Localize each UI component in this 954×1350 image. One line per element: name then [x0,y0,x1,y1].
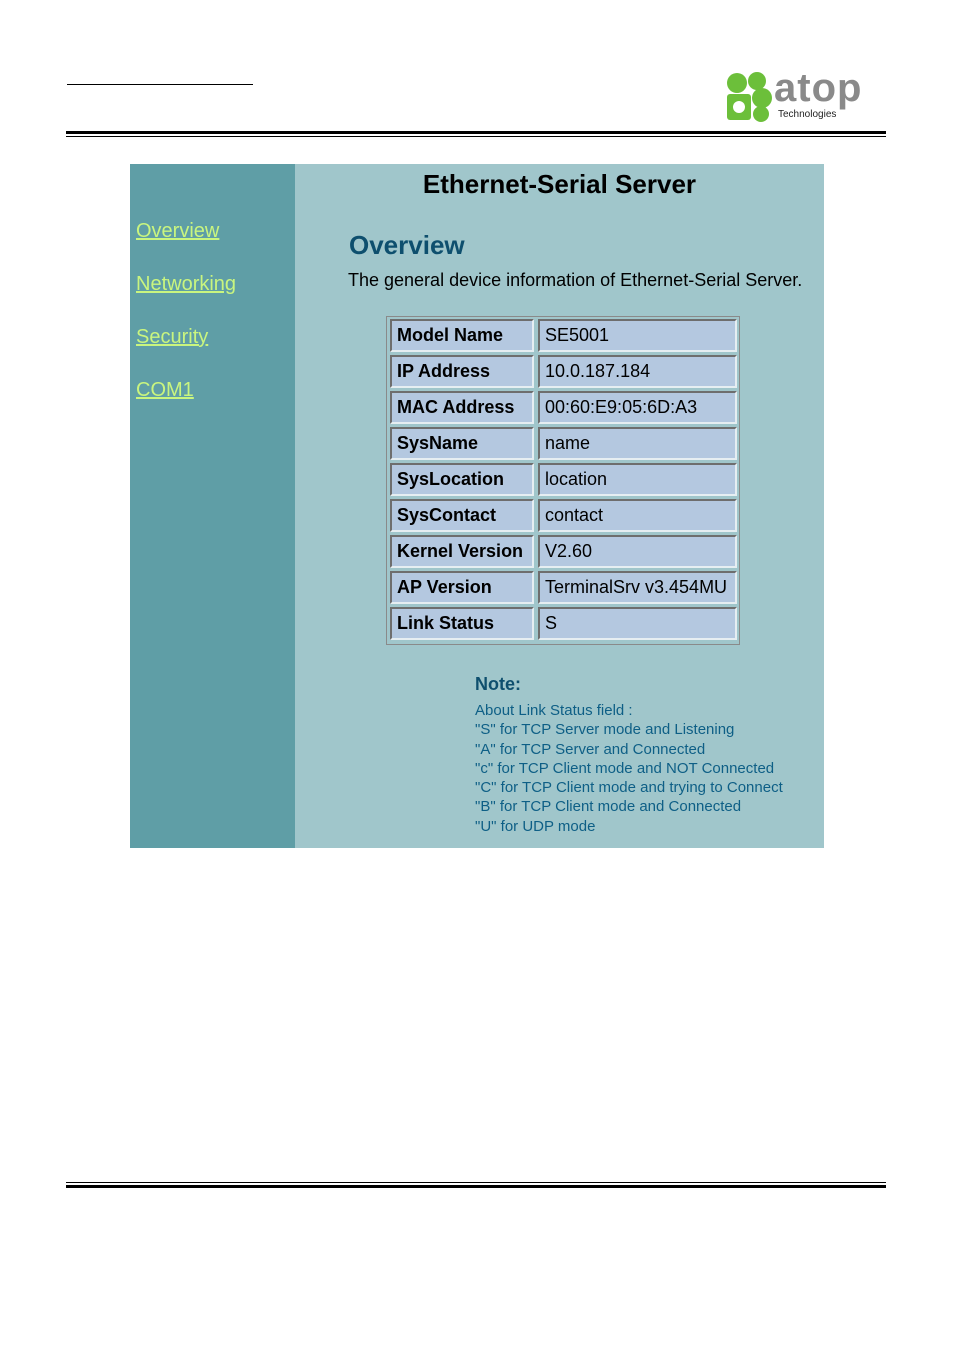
row-value: TerminalSrv v3.454MU [538,571,737,604]
section-title: Overview [349,230,465,260]
sidebar-item-networking[interactable]: Networking [136,273,237,295]
header-short-line [67,84,253,85]
table-row [390,319,736,352]
note-line: "C" for TCP Client mode and trying to Connect [475,779,783,797]
table-row [390,391,736,424]
sidebar [130,164,295,848]
note-title: Note: [475,674,521,694]
row-label: Model Name [390,319,534,352]
row-label: MAC Address [390,391,534,424]
row-label: Kernel Version [390,535,534,568]
note-body [475,701,783,836]
table-row [390,607,736,640]
sidebar-item-security[interactable]: Security [136,326,209,348]
row-label: Link Status [390,607,534,640]
note-line: "c" for TCP Client mode and NOT Connected [475,759,775,777]
table-row [390,463,736,496]
sidebar-item-com1[interactable]: COM1 [136,379,194,401]
sidebar-item-overview[interactable]: Overview [136,220,220,242]
web-ui-screenshot [130,164,824,848]
row-label: SysName [390,427,534,460]
row-label: SysContact [390,499,534,532]
row-label: AP Version [390,571,534,604]
section-description: The general device information of Ethernet-Serial Server. [348,270,803,290]
row-label: SysLocation [390,463,534,496]
logo-subtext: Technologies [778,109,837,120]
row-label: IP Address [390,355,534,388]
row-value: 00:60:E9:05:6D:A3 [538,391,737,424]
note-line: "U" for UDP mode [475,817,596,835]
device-info-table [386,316,740,645]
note-line: "S" for TCP Server mode and Listening [475,721,735,739]
footer-rule-thin [66,1182,886,1183]
table-row [390,571,736,604]
row-value: V2.60 [538,535,737,568]
row-value: 10.0.187.184 [538,355,737,388]
atop-logo-mark-icon [726,70,776,124]
header-rule-thick [66,131,886,134]
note-line: "A" for TCP Server and Connected [475,740,706,758]
row-value: SE5001 [538,319,737,352]
table-row [390,355,736,388]
atop-logo [726,66,886,124]
page-title: Ethernet-Serial Server [422,169,697,199]
row-value: contact [538,499,737,532]
table-row [390,535,736,568]
row-value: location [538,463,737,496]
table-row [390,427,736,460]
table-row [390,499,736,532]
row-value: name [538,427,737,460]
header-rule-thin [66,136,886,137]
footer-rule-thick [66,1185,886,1188]
note-line: About Link Status field : [475,702,633,719]
row-value: S [538,607,737,640]
logo-wordmark: atop [774,66,863,110]
note-line: "B" for TCP Client mode and Connected [475,798,742,816]
